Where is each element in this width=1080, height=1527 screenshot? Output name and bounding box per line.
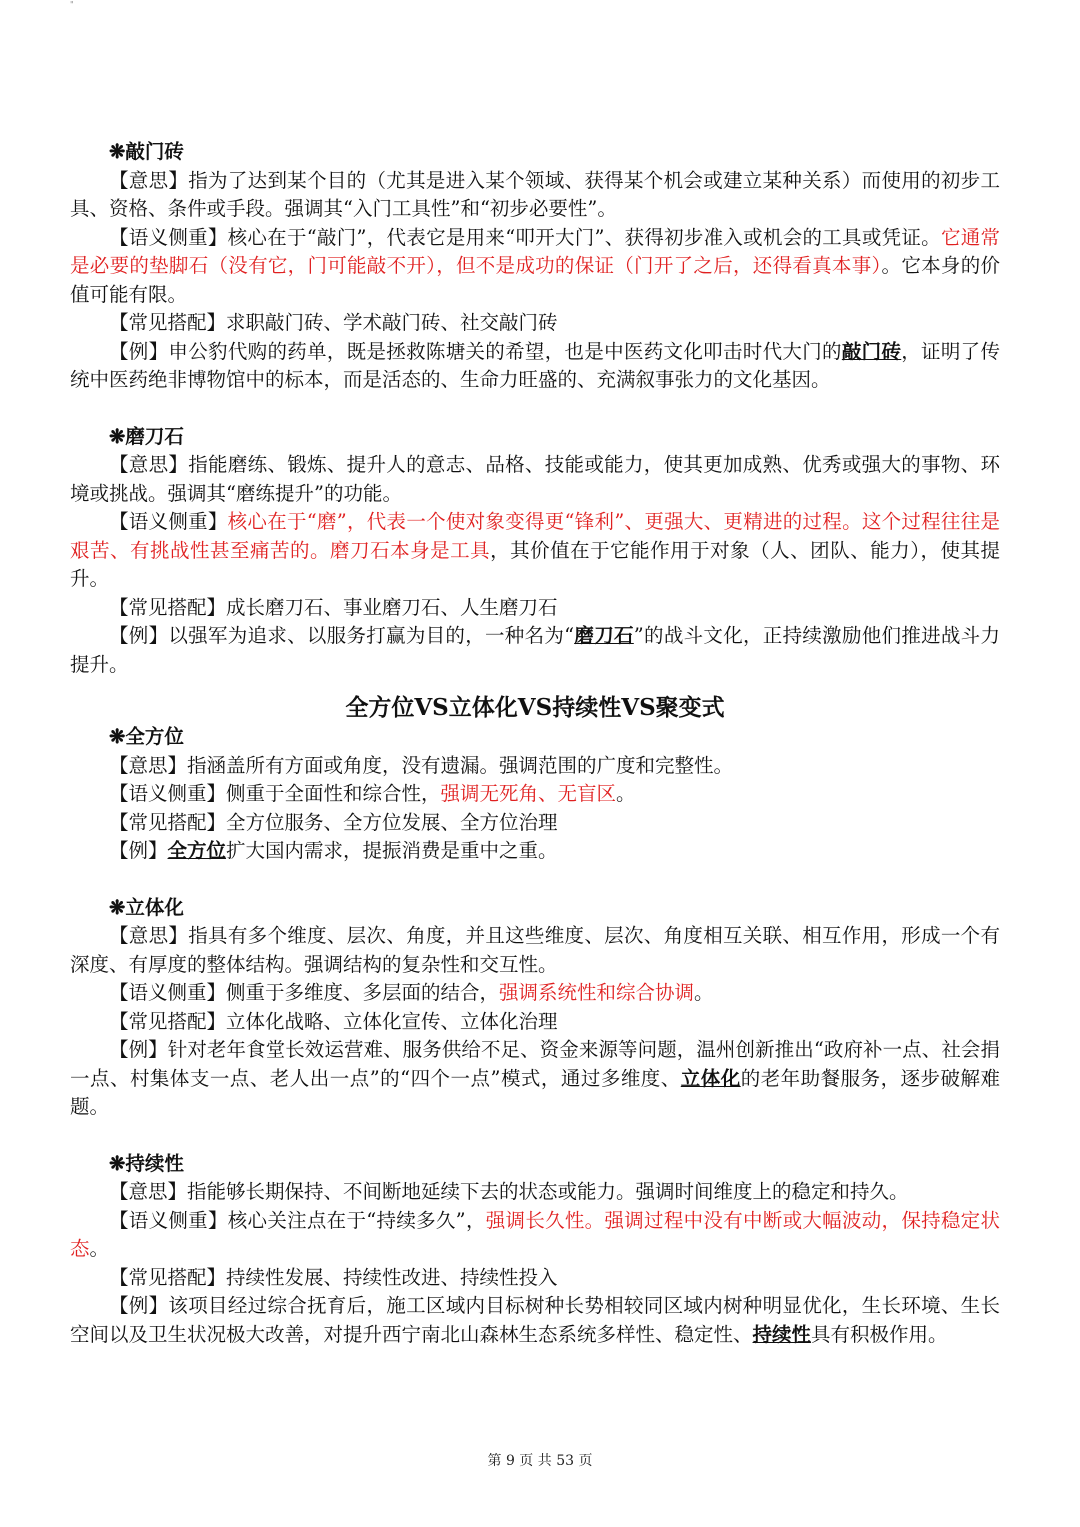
entry-example — [70, 622, 1000, 679]
entry-example — [70, 1292, 1000, 1349]
focus-tail: 。 — [616, 782, 636, 805]
focus-highlight: 强调无死角、无盲区 — [440, 782, 617, 805]
example-pre: 【例】申公豹代购的药单，既是拯救陈塘关的希望，也是中医药文化叩击时代大门的 — [109, 339, 842, 363]
focus-text: 【语义侧重】核心在于“敲门”，代表它是用来“叩开大门”、获得初步准入或机会的工具或凭证。 — [109, 225, 941, 249]
entry-collocation: 【常见搭配】成长磨刀石、事业磨刀石、人生磨刀石 — [109, 595, 558, 619]
entry-collocation: 【常见搭配】全方位服务、全方位发展、全方位治理 — [109, 810, 558, 834]
example-pre: 【例】该项目经过综合抚育后，施工区域内目标树种长势相较同区域内树种明显优化，生长环境、生长空间以及卫生状况极大改善，对提升西宁南北山森林生态系统多样性、稳定性、 — [70, 1294, 1000, 1346]
focus-label: 【语义侧重】 — [109, 510, 228, 533]
entry-collocation: 【常见搭配】立体化战略、立体化宣传、立体化治理 — [109, 1009, 558, 1033]
example-word: 全方位 — [167, 839, 227, 862]
example-post: ”的战斗文化，正持续激励他们推进战斗力提升。 — [70, 624, 1000, 676]
entry-title: ❋磨刀石 — [109, 424, 184, 448]
example-pre: 【例】以强军为追求、以服务打赢为目的，一种名为“ — [109, 624, 575, 647]
focus-text: 【语义侧重】侧重于多维度、多层面的结合， — [109, 981, 500, 1004]
example-word: 持续性 — [752, 1322, 812, 1346]
entry-example — [70, 837, 1000, 866]
entry-focus — [70, 780, 1000, 809]
entry-title: ❋敲门砖 — [109, 140, 184, 163]
focus-highlight: 强调系统性和综合协调 — [499, 981, 695, 1004]
entry-quanfangwei — [70, 723, 1000, 866]
entry-collocation: 【常见搭配】求职敲门砖、学术敲门砖、社交敲门砖 — [109, 311, 558, 334]
focus-text: 【语义侧重】侧重于全面性和综合性， — [109, 782, 441, 805]
focus-tail: 。 — [694, 981, 714, 1004]
entry-meaning: 【意思】指能够长期保持、不间断地延续下去的状态或能力。强调时间维度上的稳定和持久。 — [109, 1180, 909, 1203]
entry-collocation: 【常见搭配】持续性发展、持续性改进、持续性投入 — [109, 1265, 558, 1289]
focus-highlight: 强调长久性。强调过程中没有中断或大幅波动，保持稳定状态 — [70, 1208, 1000, 1260]
entry-litihua — [70, 894, 1000, 1122]
entry-meaning: 【意思】指能磨练、锻炼、提升人的意志、品格、技能或能力，使其更加成熟、优秀或强大的事物、环境或挑战。强调其“磨练提升”的功能。 — [70, 453, 1000, 505]
entry-title: ❋立体化 — [109, 895, 184, 919]
entry-meaning: 【意思】指为了达到某个目的（尤其是进入某个领域、获得某个机会或建立某种关系）而使用的初步工具、资格、条件或手段。强调其“入门工具性”和“初步必要性”。 — [70, 168, 1000, 220]
entry-modaoshi — [70, 423, 1000, 680]
entry-example — [70, 338, 1000, 395]
example-post: 具有积极作用。 — [811, 1322, 948, 1346]
focus-tail: 。它本身的价值可能有限。 — [70, 254, 1000, 306]
example-word: 立体化 — [680, 1066, 741, 1090]
page-footer: 第 9 页 共 53 页 — [487, 1453, 593, 1469]
entry-meaning: 【意思】指具有多个维度、层次、角度，并且这些维度、层次、角度相互关联、相互作用，形成一个有深度、有厚度的整体结构。强调结构的复杂性和交互性。 — [70, 924, 1000, 976]
entry-focus — [70, 1207, 1000, 1264]
focus-text: 【语义侧重】核心关注点在于“持续多久”， — [109, 1208, 486, 1232]
example-post: 的老年助餐服务，逐步破解难题。 — [70, 1066, 1000, 1118]
focus-highlight: 它通常是必要的垫脚石（没有它，门可能敲不开），但不是成功的保证（门开了之后，还得看真本事） — [70, 225, 1000, 277]
section-title: 全方位VS立体化VS持续性VS聚变式 — [345, 694, 725, 721]
entry-focus — [70, 224, 1000, 310]
focus-tail: ，其价值在于它能作用于对象（人、团队、能力），使其提升。 — [70, 538, 1000, 590]
example-post: ，证明了传统中医药绝非博物馆中的标本，而是活态的、生命力旺盛的、充满叙事张力的文化基因。 — [70, 339, 1000, 391]
example-pre: 【例】 — [109, 839, 168, 862]
example-post: 扩大国内需求，提振消费是重中之重。 — [226, 839, 558, 862]
focus-highlight: 核心在于“磨”，代表一个使对象变得更“锋利”、更强大、更精进的过程。这个过程往往是艰苦、有挑战性甚至痛苦的。磨刀石本身是工具 — [70, 510, 1000, 562]
entry-chixuxing — [70, 1150, 1000, 1350]
document-body — [70, 138, 1000, 1349]
corner-mark: " — [70, 0, 74, 9]
example-word: 敲门砖 — [841, 339, 902, 363]
example-word: 磨刀石 — [574, 624, 634, 647]
entry-meaning: 【意思】指涵盖所有方面或角度，没有遗漏。强调范围的广度和完整性。 — [109, 753, 734, 777]
entry-title: ❋全方位 — [109, 725, 184, 748]
entry-title: ❋持续性 — [109, 1151, 184, 1175]
example-pre: 【例】针对老年食堂长效运营难、服务供给不足、资金来源等问题，温州创新推出“政府补一点、社会捐一点、村集体支一点、老人出一点”的“四个一点”模式，通过多维度、 — [70, 1038, 1000, 1090]
entry-qiaomenzhuan — [70, 138, 1000, 395]
entry-focus — [70, 508, 1000, 594]
entry-focus — [70, 979, 1000, 1008]
focus-tail: 。 — [89, 1237, 110, 1260]
entry-example — [70, 1036, 1000, 1122]
